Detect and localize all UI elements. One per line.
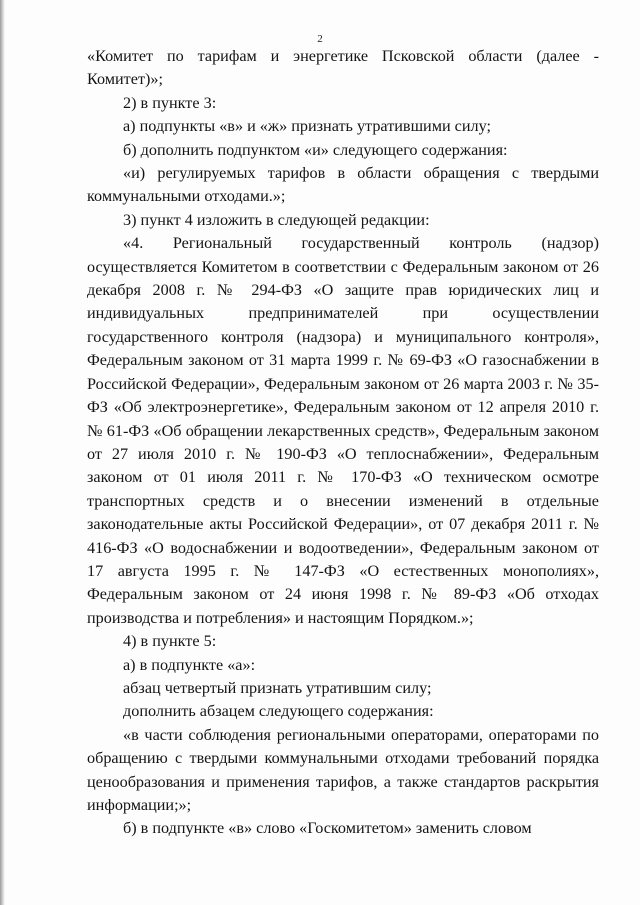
scan-edge-shadow: [0, 0, 5, 905]
paragraph: дополнить абзацем следующего содержания:: [123, 702, 434, 721]
paragraph: а) подпункты «в» и «ж» признать утратившими силу;: [123, 117, 491, 136]
paragraph: «и) регулируемых тарифов в области обращения с твердыми коммунальными отходами.»;: [87, 164, 599, 206]
paragraph: а) в подпункте «а»:: [123, 655, 256, 674]
paragraph: б) дополнить подпунктом «и» следующего содержания:: [123, 140, 508, 159]
paragraph: «в части соблюдения региональными операторами, операторами по обращению с твердыми коммунальными отходами требований порядка ценообразования и применения тарифов, а также стандартов раскрытия информации;»;: [87, 725, 599, 814]
document-body: [87, 45, 599, 841]
paragraph: «Комитет по тарифам и энергетике Псковской области (далее - Комитет)»;: [87, 47, 599, 89]
paragraph: 4) в пункте 5:: [123, 632, 217, 651]
paragraph: б) в подпункте «в» слово «Госкомитетом» заменить словом: [123, 819, 532, 838]
page-number: 2: [317, 33, 323, 45]
paragraph: абзац четвертый признать утратившим силу;: [123, 678, 432, 697]
paragraph: 2) в пункте 3:: [123, 93, 217, 112]
paragraph: «4. Региональный государственный контроль (надзор) осуществляется Комитетом в соответствии с Федеральным законом от 26 декабря 2008 г. № 294-ФЗ «О защите прав юридических лиц и индивидуальных предпринимателей при осуществлении государственного контроля (надзора) и муниципального контроля», Федеральным законом от 31 марта 1999 г. № 69-ФЗ «О газоснабжении в Российской Федерации», Федеральным законом от 26 марта 2003 г. № 35-ФЗ «Об электроэнергетике», Федеральным законом от 12 апреля 2010 г. № 61-ФЗ «Об обращении лекарственных средств», Федеральным законом от 27 июля 2010 г. № 190-ФЗ «О теплоснабжении», Федеральным законом от 01 июля 2011 г. № 170-ФЗ «О техническом осмотре транспортных средств и о внесении изменений в отдельные законодательные акты Российской Федерации», от 07 декабря 2011 г. № 416-ФЗ «О водоснабжении и водоотведении», Федеральным законом от 17 августа 1995 г. № 147-ФЗ «О естественных монополиях», Федеральным законом от 24 июня 1998 г. № 89-ФЗ «Об отходах производства и потребления» и настоящим Порядком.»;: [87, 234, 599, 627]
paragraph: 3) пункт 4 изложить в следующей редакции:: [123, 210, 430, 229]
